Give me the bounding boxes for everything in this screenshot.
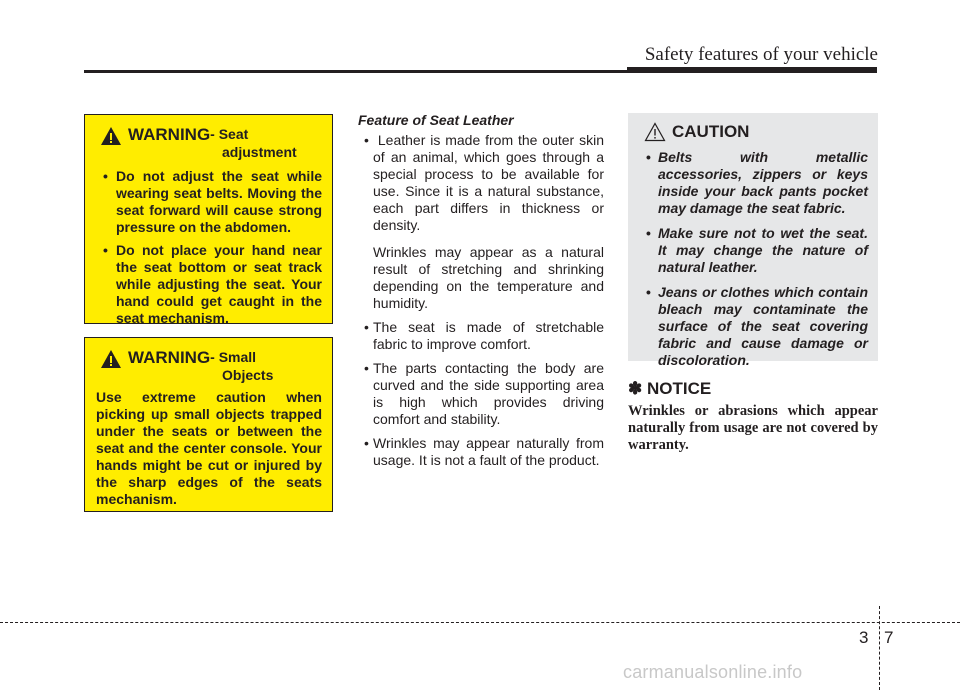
warning-label: WARNING (128, 125, 211, 144)
warning-triangle-icon (100, 349, 122, 369)
warning-bullet: • Do not place your hand near the seat bottom or seat track while adjusting the seat. Your hand could get caught in the seat mechanism. (96, 242, 322, 327)
leather-bullet: • The seat is made of stretchable fabric to improve comfort. (358, 319, 604, 353)
caution-label: CAUTION (672, 122, 750, 141)
caution-box (628, 113, 878, 368)
caution-title-row (644, 122, 868, 142)
leather-bullet: • The parts contacting the body are curved and the side supporting area is high which provides driving comfort and stability. (358, 360, 604, 428)
warning-subject: - Seat (210, 126, 249, 142)
warning-small-objects-box (84, 337, 333, 512)
caution-triangle-icon (644, 122, 666, 142)
caution-bullet-list (638, 149, 868, 369)
header-title: Safety features of your vehicle (644, 44, 878, 65)
warning-subject: - Small (210, 349, 257, 365)
warning-bullet: • Do not adjust the seat while wearing seat belts. Moving the seat forward will cause strong pressure on the abdomen. (96, 168, 322, 236)
warning-title-row (100, 348, 322, 369)
footer-divider (0, 622, 960, 623)
warning-subject-cont: Objects (222, 367, 274, 383)
notice-heading: ✽ NOTICE (628, 379, 712, 398)
leather-bullet-text: Leather is made from the outer skin of an animal, which goes through a special process to be available for use. Since it is a natural substance, each part differs in thickness or density. (373, 132, 604, 233)
leather-section (358, 111, 604, 476)
header-rule-accent (627, 67, 877, 73)
footer-page-separator (879, 606, 880, 690)
warning-triangle-icon (100, 126, 122, 146)
warning-seat-adjustment-box (84, 114, 333, 324)
leather-bullet-list (358, 132, 604, 469)
leather-bullet: • Wrinkles may appear naturally from usage. It is not a fault of the product. (358, 435, 604, 469)
warning-label: WARNING (128, 348, 211, 367)
caution-bullet: • Make sure not to wet the seat. It may change the nature of natural leather. (638, 225, 868, 276)
section-title: Feature of Seat Leather (358, 112, 514, 128)
notice-text: Wrinkles or abrasions which appear naturally from usage are not covered by warranty. (628, 403, 878, 453)
section-number: 3 (859, 628, 869, 647)
page-number: 7 (884, 628, 894, 647)
leather-bullet-continuation: Wrinkles may appear as a natural result of stretching and shrinking depending on the temperature and humidity. (373, 244, 604, 311)
warning-bullet-list (96, 168, 322, 327)
warning-text: Use extreme caution when picking up small objects trapped under the seats or between the seat and the center console. Your hands might be cut or injured by the sharp edges of the seats mechanism. (96, 389, 322, 507)
caution-bullet: • Belts with metallic accessories, zippers or keys inside your back pants pocket may damage the seat fabric. (638, 149, 868, 217)
watermark: carmanualsonline.info (623, 662, 803, 682)
warning-subject-cont: adjustment (222, 144, 297, 160)
warning-title-row (100, 125, 322, 146)
leather-bullet (358, 132, 604, 312)
caution-bullet: • Jeans or clothes which contain bleach may contaminate the surface of the seat covering fabric and cause damage or discoloration. (638, 284, 868, 369)
